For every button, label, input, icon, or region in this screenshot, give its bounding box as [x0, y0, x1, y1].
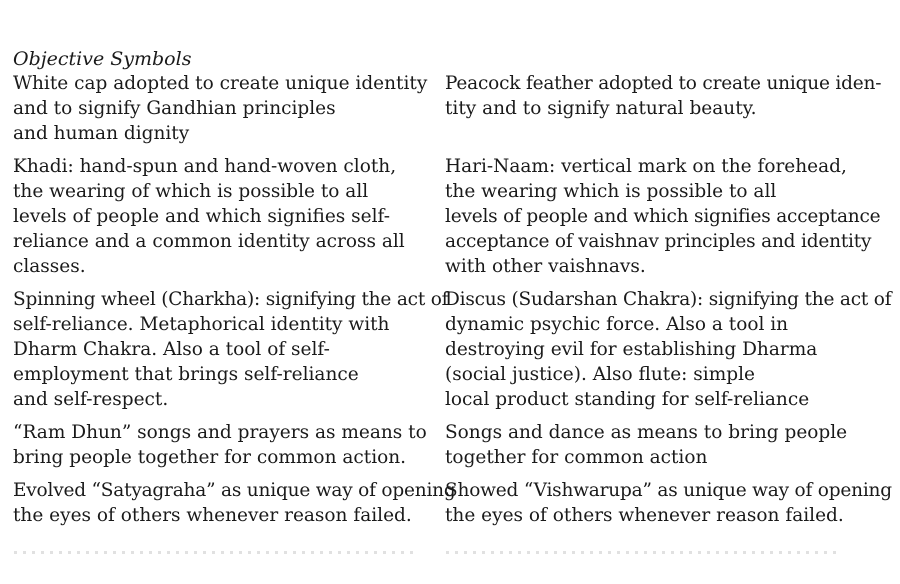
- comparison-table: [13, 47, 892, 536]
- text-line: tity and to signify natural beauty.: [445, 98, 757, 119]
- text-line: and self-respect.: [13, 389, 169, 410]
- text-line: self-reliance. Metaphorical identity with: [13, 314, 390, 335]
- text-line: dynamic psychic force. Also a tool in: [445, 314, 789, 335]
- text-line: the wearing which is possible to all: [445, 181, 777, 202]
- text-line: the eyes of others whenever reason failed.: [445, 505, 844, 526]
- text-line: reliance and a common identity across all: [13, 231, 405, 252]
- text-line: bring people together for common action.: [13, 447, 407, 468]
- text-line: Dharm Chakra. Also a tool of self-: [13, 339, 330, 360]
- text-line: and to signify Gandhian principles: [13, 98, 336, 119]
- text-line: White cap adopted to create unique identity: [13, 73, 428, 94]
- text-line: Songs and dance as means to bring people: [445, 422, 848, 443]
- left-column-cell: [13, 420, 445, 470]
- text-line: Peacock feather adopted to create unique iden-: [445, 73, 882, 94]
- right-column-cell: [445, 478, 892, 528]
- text-line: Khadi: hand-spun and hand-woven cloth,: [13, 156, 397, 177]
- text-line: and human dignity: [13, 123, 190, 144]
- text-line: (social justice). Also flute: simple: [445, 364, 755, 385]
- text-line: levels of people and which signifies acceptance: [445, 206, 881, 227]
- right-column-cell: [445, 287, 892, 412]
- left-column-cell: [13, 154, 445, 279]
- text-line: “Ram Dhun” songs and prayers as means to: [13, 422, 427, 443]
- text-line: the eyes of others whenever reason failed.: [13, 505, 412, 526]
- text-line: the wearing of which is possible to all: [13, 181, 369, 202]
- text-line: with other vaishnavs.: [445, 256, 646, 277]
- text-line: classes.: [13, 256, 86, 277]
- text-line: local product standing for self-reliance: [445, 389, 810, 410]
- right-column-cell: [445, 420, 875, 470]
- text-line: Discus (Sudarshan Chakra): signifying the act of: [445, 289, 892, 310]
- table-row: [13, 71, 883, 146]
- left-column-cell: [13, 287, 449, 412]
- text-line: Showed “Vishwarupa” as unique way of opening: [445, 480, 892, 501]
- left-column-cell: [13, 71, 445, 146]
- text-line: levels of people and which signifies self-: [13, 206, 390, 227]
- table-row: [13, 420, 883, 470]
- text-line: together for common action: [445, 447, 708, 468]
- table-row: [13, 154, 883, 279]
- right-column-cell: [445, 71, 882, 146]
- text-line: acceptance of vaishnav principles and identity: [445, 231, 872, 252]
- text-line: Spinning wheel (Charkha): signifying the act of: [13, 289, 449, 310]
- text-line: Hari-Naam: vertical mark on the forehead,: [445, 156, 847, 177]
- table-row: [13, 478, 892, 528]
- cut-off-text-fragment: [14, 551, 414, 554]
- text-line: destroying evil for establishing Dharma: [445, 339, 818, 360]
- right-column-cell: [445, 154, 881, 279]
- cut-off-text-fragment: [446, 551, 836, 554]
- left-column-cell: [13, 478, 456, 528]
- section-heading: Objective Symbols: [13, 48, 192, 70]
- table-row: [13, 287, 892, 412]
- text-line: employment that brings self-reliance: [13, 364, 359, 385]
- text-line: Evolved “Satyagraha” as unique way of opening: [13, 480, 456, 501]
